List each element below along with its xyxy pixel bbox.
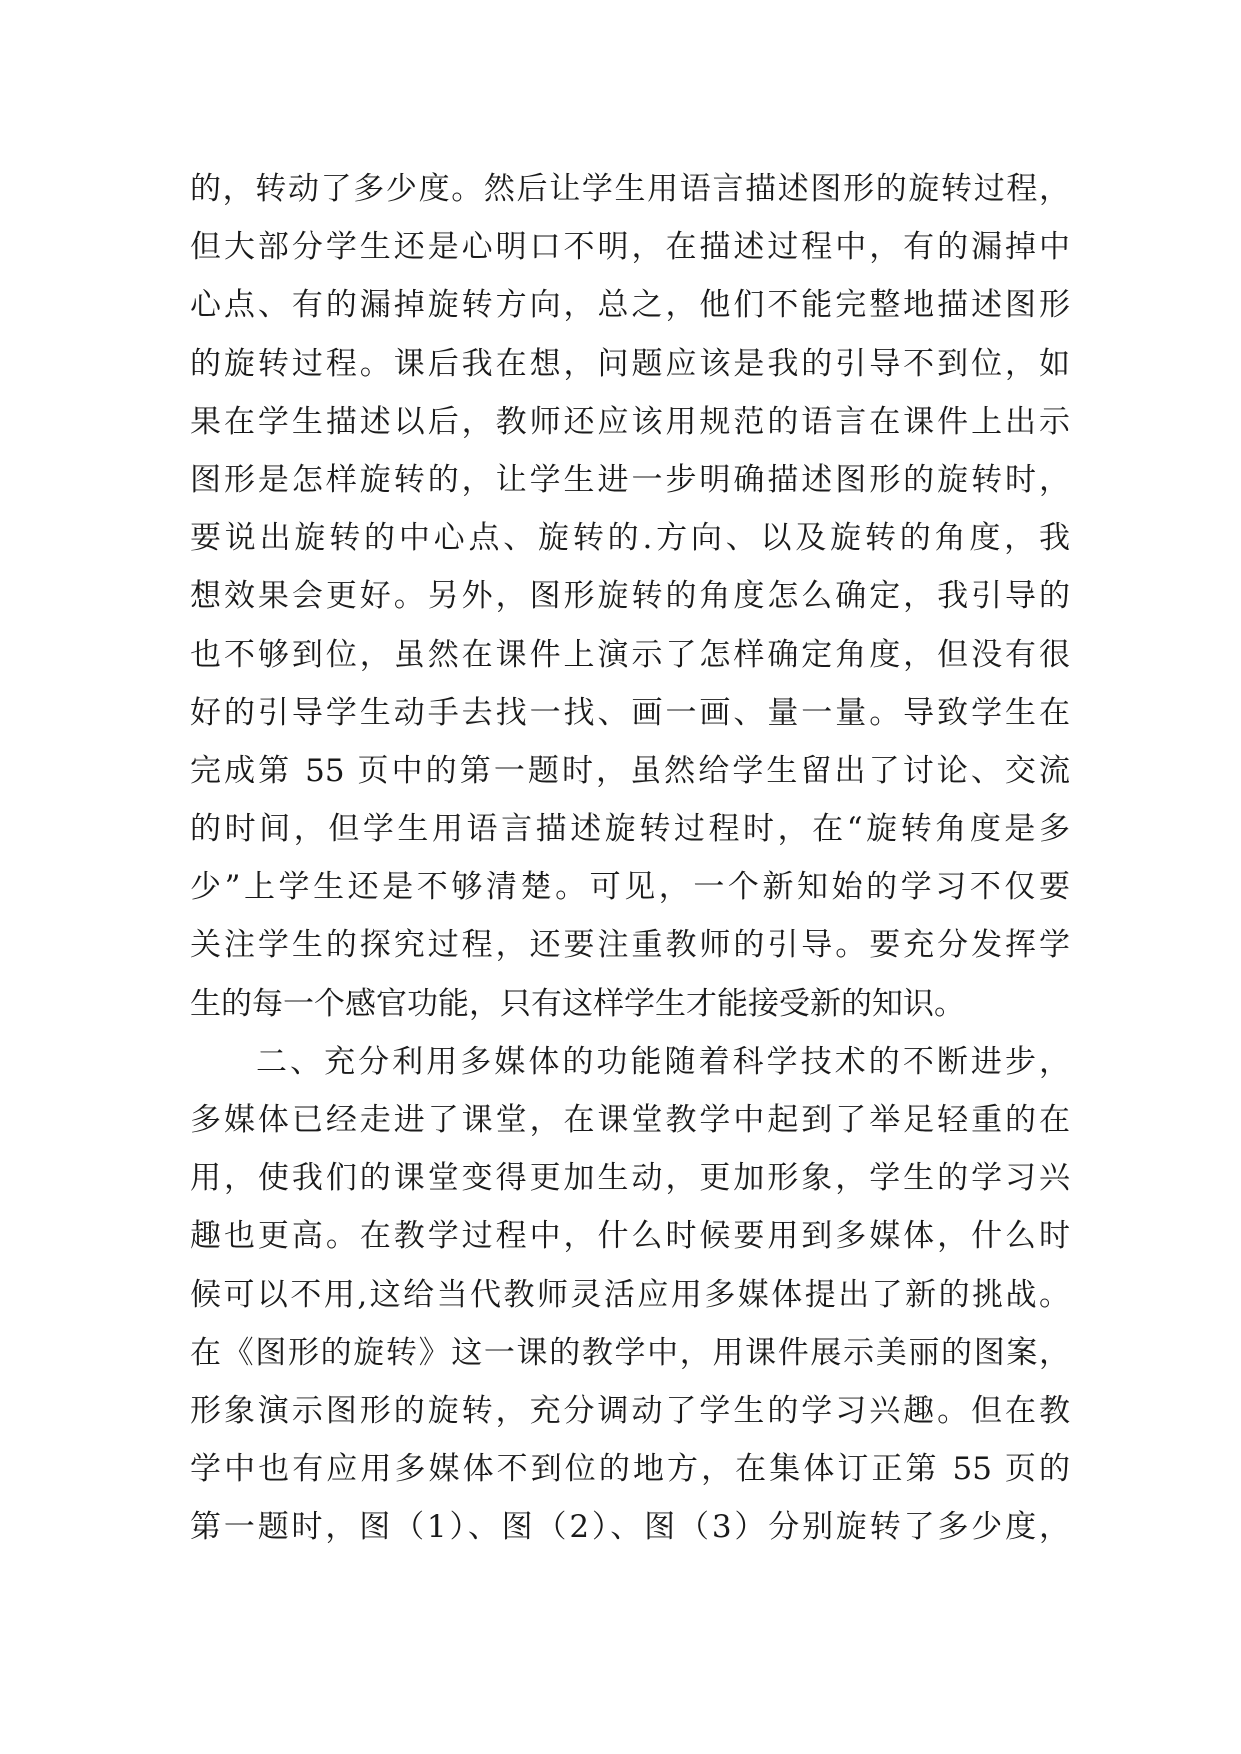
text-line: 完成第 55 页中的第一题时，虽然给学生留出了讨论、交流	[190, 752, 1070, 789]
text-line: 候可以不用,这给当代教师灵活应用多媒体提出了新的挑战。	[190, 1276, 1070, 1313]
text-line: 形象演示图形的旋转，充分调动了学生的学习兴趣。但在教	[190, 1392, 1070, 1429]
text-line: 用，使我们的课堂变得更加生动，更加形象，学生的学习兴	[190, 1160, 1070, 1197]
text-line: 图形是怎样旋转的，让学生进一步明确描述图形的旋转时，	[190, 461, 1070, 498]
text-line: 心点、有的漏掉旋转方向，总之，他们不能完整地描述图形	[190, 287, 1070, 324]
paragraph-end-line: 生的每一个感官功能，只有这样学生才能接受新的知识。	[190, 985, 965, 1022]
text-line: 要说出旋转的中心点、旋转的.方向、以及旋转的角度，我	[190, 520, 1070, 557]
text-line: 想效果会更好。另外，图形旋转的角度怎么确定，我引导的	[190, 578, 1070, 615]
text-line: 果在学生描述以后，教师还应该用规范的语言在课件上出示	[190, 403, 1070, 440]
text-line: 少”上学生还是不够清楚。可见，一个新知始的学习不仅要	[190, 869, 1070, 906]
text-line: 在《图形的旋转》这一课的教学中，用课件展示美丽的图案，	[190, 1334, 1070, 1371]
text-line: 关注学生的探究过程，还要注重教师的引导。要充分发挥学	[190, 927, 1070, 964]
text-line: 第一题时，图（1）、图（2）、图（3）分别旋转了多少度，	[190, 1509, 1070, 1546]
body-text	[190, 160, 1070, 1557]
text-line: 趣也更高。在教学过程中，什么时候要用到多媒体，什么时	[190, 1218, 1070, 1255]
text-line: 多媒体已经走进了课堂，在课堂教学中起到了举足轻重的在	[190, 1102, 1070, 1138]
text-line: 也不够到位，虽然在课件上演示了怎样确定角度，但没有很	[190, 636, 1070, 673]
text-line: 的时间，但学生用语言描述旋转过程时，在“旋转角度是多	[190, 811, 1070, 848]
section-heading-line: 二、充分利用多媒体的功能随着科学技术的不断进步，	[256, 1043, 1070, 1080]
text-line: 的，转动了多少度。然后让学生用语言描述图形的旋转过程，	[190, 171, 1070, 207]
text-line: 学中也有应用多媒体不到位的地方，在集体订正第 55 页的	[190, 1451, 1070, 1488]
text-line: 好的引导学生动手去找一找、画一画、量一量。导致学生在	[190, 694, 1070, 731]
text-line: 但大部分学生还是心明口不明，在描述过程中，有的漏掉中	[190, 229, 1070, 266]
text-line: 的旋转过程。课后我在想，问题应该是我的引导不到位，如	[190, 345, 1070, 382]
